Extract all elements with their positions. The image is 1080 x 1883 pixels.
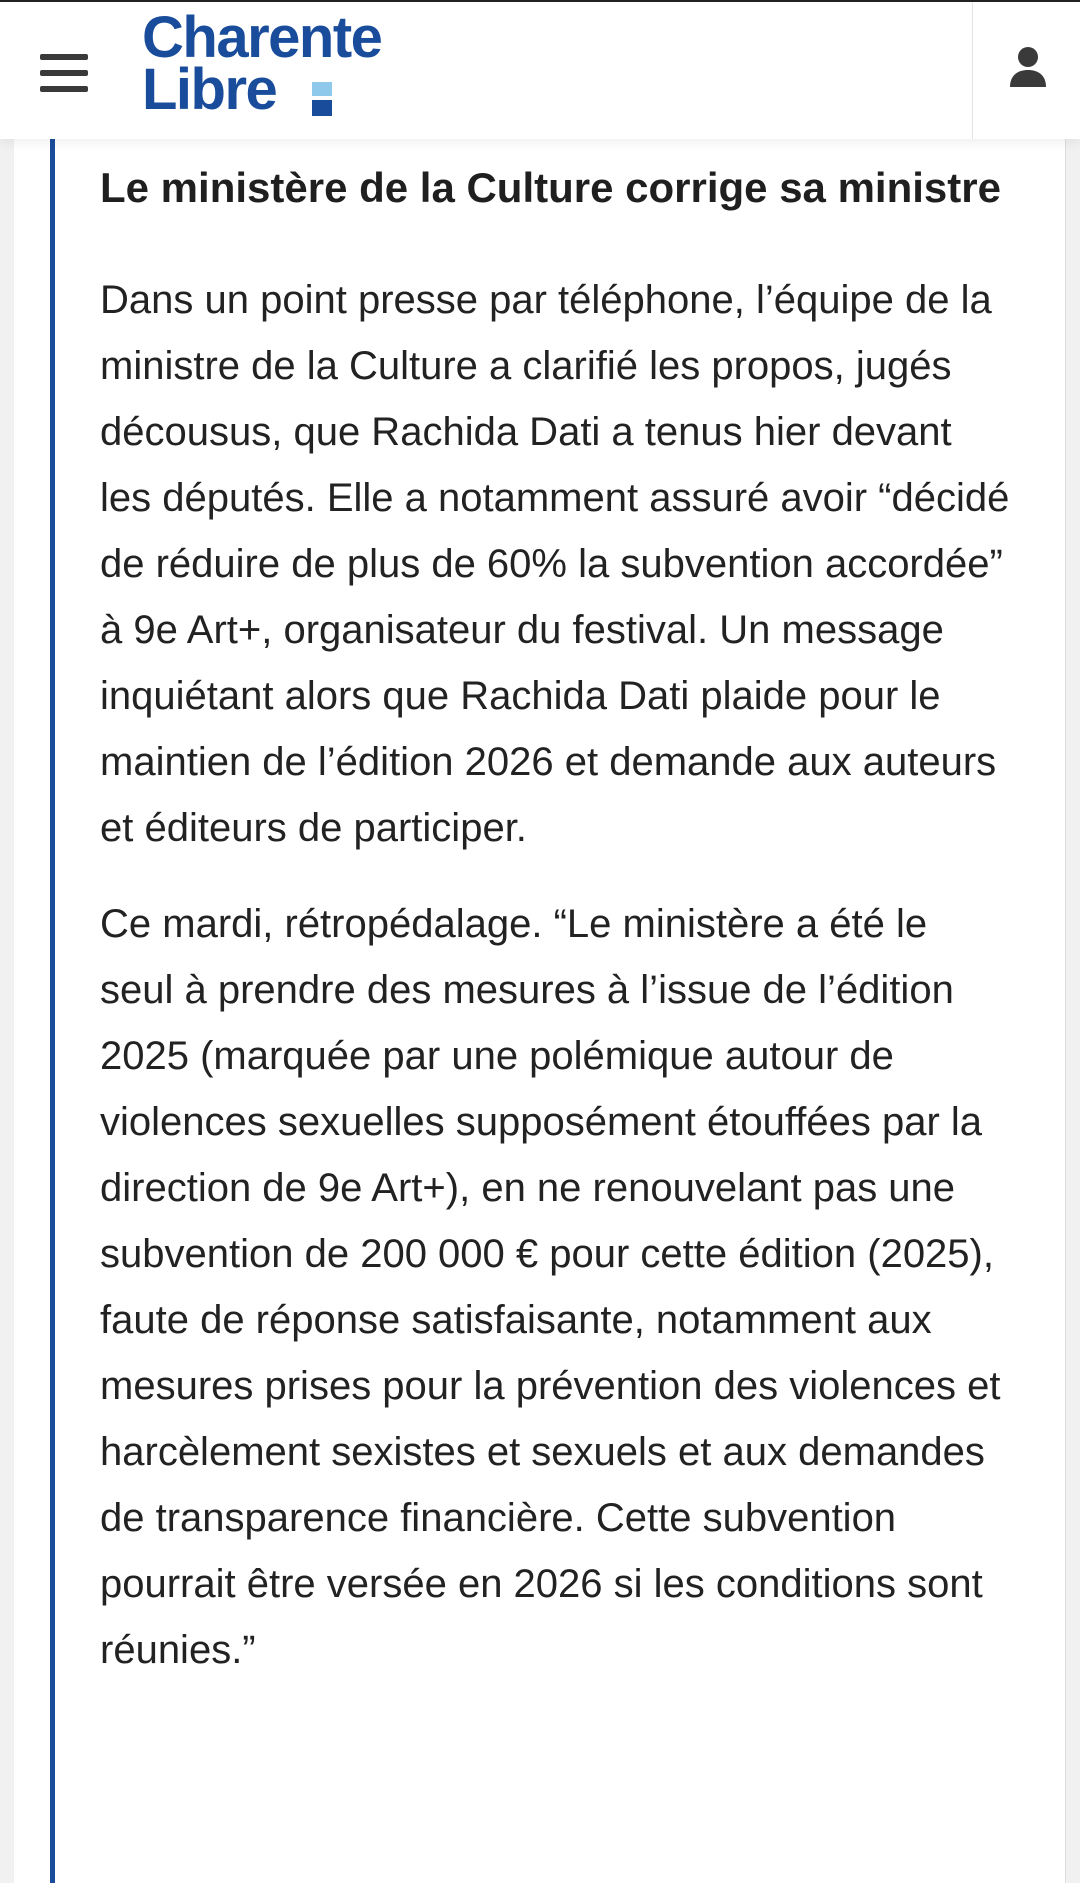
user-account-icon[interactable] [1003,42,1053,92]
article-paragraph: Dans un point presse par téléphone, l’équipe de la ministre de la Culture a clarifié les propos, jugés décousus, que Rachida Dati a tenus hier devant les députés. Elle a notamment assuré avoir “décidé de réduire de plus de 60% la subvention accordée” à 9e Art+, organisateur du festival. Un message inquiétant alors que Rachida Dati plaide pour le maintien de l’édition 2026 et demande aux auteurs et éditeurs de participer. [100,278,1010,850]
article-subheading: Le ministère de la Culture corrige sa ministre [100,164,1001,211]
account-area [972,2,1080,139]
site-logo[interactable] [142,5,442,130]
article-content [100,153,1010,1683]
logo-text-libre: Libre [142,57,277,122]
menu-line [40,70,88,76]
menu-line [40,54,88,60]
article-body [14,137,1066,1883]
menu-line [40,86,88,92]
user-silhouette-icon [1008,45,1048,89]
logo-text-line2 [142,57,442,122]
article-paragraph: Ce mardi, rétropédalage. “Le ministère a été le seul à prendre des mesures à l’issue de l’édition 2025 (marquée par une polémique autour de violences sexuelles supposément étouffées par la direction de 9e Art+), en ne renouvelant pas une subvention de 200 000 € pour cette édition (2025), faute de réponse satisfaisante, notamment aux mesures prises pour la prévention des violences et harcèlement sexistes et sexuels et aux demandes de transparence financière. Cette subvention pourrait être versée en 2026 si les conditions sont réunies.” [100,902,1001,1672]
logo-text-line1: Charente [142,5,382,70]
logo-square-mark-icon [312,82,332,116]
site-header [0,0,1080,139]
hamburger-menu-icon[interactable] [28,42,102,104]
quote-accent-bar [50,137,55,1883]
